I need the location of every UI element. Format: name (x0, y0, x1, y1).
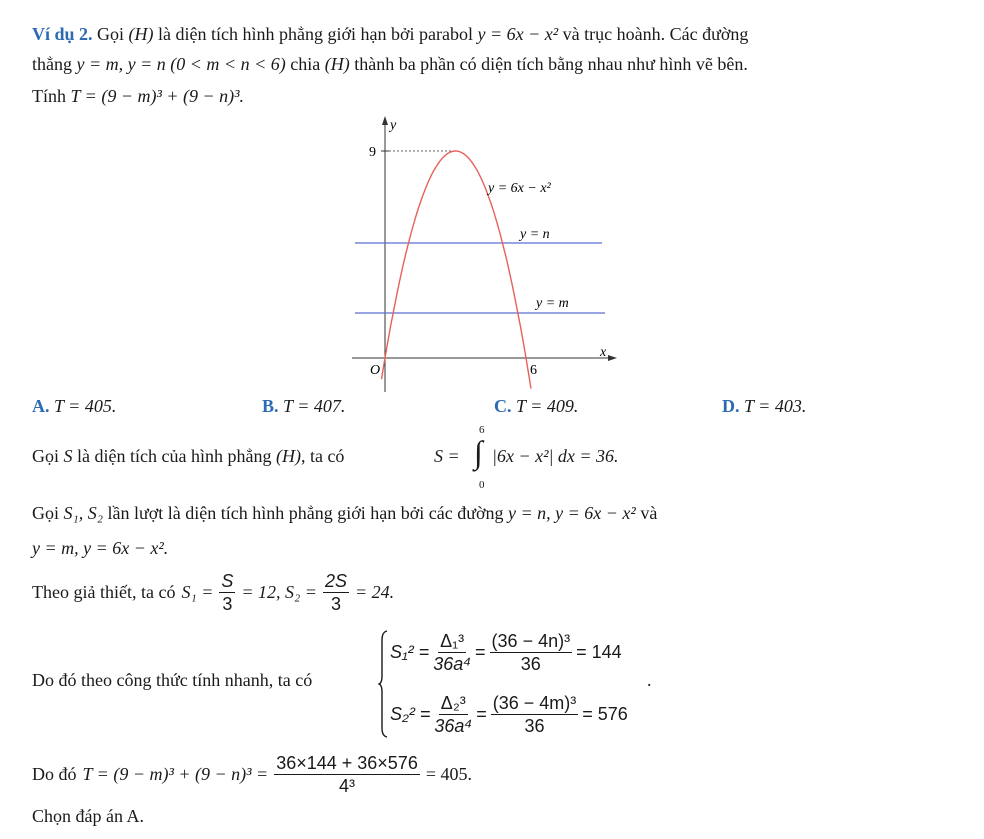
line-n-label: y = n (520, 227, 550, 242)
solution-line-3: y = m, y = 6x − x². (32, 538, 169, 558)
example-label: Ví dụ 2. (32, 24, 93, 44)
problem-line-1 (32, 24, 748, 45)
numerator: Δ₁³ (440, 630, 465, 651)
math-end: = 144 (576, 641, 622, 662)
math-condition: (0 < m < n < 6) (170, 54, 286, 74)
numerator: (36 − 4m)³ (492, 692, 577, 713)
answer-letter: C. (494, 396, 512, 416)
system-period: . (647, 670, 652, 690)
text: Theo giả thiết, ta có (32, 581, 176, 602)
math-T: T = (9 − m)³ + (9 − n)³ = (82, 763, 269, 784)
text: , ta có (300, 446, 345, 466)
text: lần lượt là diện tích hình phẳng giới hạn bởi các đường (107, 503, 504, 523)
answer-d[interactable] (722, 396, 806, 417)
text: và trục hoành. Các đường (562, 24, 749, 44)
denominator: 36a⁴ (434, 715, 473, 736)
origin-label: O (370, 363, 381, 378)
math-left: S₁² = (390, 641, 430, 662)
text: Gọi (32, 446, 59, 466)
math-end: = 576 (582, 703, 628, 724)
math-S1-S2: S₁, S₂ (63, 503, 104, 523)
solution-line-4 (32, 570, 394, 614)
problem-line-2 (32, 54, 748, 75)
fraction-delta (434, 693, 472, 736)
answer-letter: D. (722, 396, 740, 416)
fraction-2S-over-3 (323, 571, 349, 614)
text: và (640, 503, 658, 523)
math-S: S (63, 446, 73, 466)
math-end: = 405. (425, 763, 472, 784)
answer-c[interactable] (494, 396, 578, 417)
x-axis-label: x (600, 345, 607, 360)
fraction-result (274, 753, 420, 796)
math-S1: S₁ = (181, 581, 214, 602)
fraction-36-4n (490, 631, 573, 674)
system-equation-2 (390, 688, 628, 740)
solution-line-2 (32, 503, 657, 524)
integral-upper-limit: 6 (479, 424, 485, 436)
answer-letter: A. (32, 396, 50, 416)
numerator: 36×144 + 36×576 (276, 752, 418, 773)
answer-b[interactable] (262, 396, 345, 417)
fraction-S-over-3 (219, 571, 235, 614)
system-equation-1 (390, 626, 622, 678)
numerator: S (221, 570, 234, 591)
math-parabola: y = 6x − x² (477, 24, 559, 44)
math-end: = 24. (354, 581, 395, 602)
denominator: 3 (330, 593, 341, 614)
denominator: 36 (520, 653, 541, 674)
integral-lower-limit: 0 (479, 479, 485, 491)
text: thành ba phần có diện tích bằng nhau như hình vẽ bên. (354, 54, 748, 74)
answer-text: T = 407. (283, 396, 346, 416)
numerator: 2S (324, 570, 347, 591)
answer-a[interactable] (32, 396, 116, 417)
curve-label: y = 6x − x² (488, 181, 551, 196)
math-S-left: S = (434, 446, 460, 466)
x-axis-arrow (608, 355, 617, 361)
problem-line-3 (32, 86, 244, 107)
text: Gọi (97, 24, 125, 44)
parabola-figure (340, 112, 630, 397)
denominator: 4³ (339, 775, 356, 796)
text: là diện tích của hình phẳng (77, 446, 272, 466)
answer-letter: B. (262, 396, 279, 416)
text: Do đó (32, 763, 77, 784)
math-left: S₂² = (390, 703, 431, 724)
answer-text: T = 405. (54, 396, 117, 416)
y-axis-label: y (390, 118, 397, 133)
math-equations: y = n, y = 6x − x² (508, 503, 636, 523)
numerator: (36 − 4n)³ (491, 630, 571, 651)
text: thẳng (32, 54, 72, 74)
fraction-36-4m (491, 693, 579, 736)
equals: = (476, 703, 487, 724)
math-S-definition (434, 446, 460, 467)
y-axis-arrow (382, 116, 388, 125)
denominator: 36a⁴ (433, 653, 472, 674)
math-H: (H) (275, 446, 301, 466)
y-tick-label: 9 (369, 145, 376, 160)
answer-text: T = 403. (744, 396, 807, 416)
answer-text: T = 409. (516, 396, 579, 416)
fraction-delta (433, 631, 471, 674)
text: là diện tích hình phẳng giới hạn bởi parabol (158, 24, 473, 44)
math-mid: = 12, S₂ = (241, 581, 317, 602)
denominator: 36 (524, 715, 545, 736)
system-brace (378, 630, 388, 738)
equals: = (475, 641, 486, 662)
integral-body: |6x − x²| dx = 36. (492, 446, 619, 466)
conclusion: Chọn đáp án A. (32, 806, 144, 826)
solution-line-1 (32, 446, 344, 467)
math-T-expression: T = (9 − m)³ + (9 − n)³. (70, 86, 245, 106)
math-H: (H) (128, 24, 154, 44)
text: Tính (32, 86, 66, 106)
math-lines: y = m, y = n (76, 54, 166, 74)
numerator: Δ₂³ (440, 692, 466, 713)
text: chia (290, 54, 321, 74)
line-m-label: y = m (536, 296, 569, 311)
integral-sign: ∫ (474, 434, 483, 470)
solution-line-5: Do đó theo công thức tính nhanh, ta có (32, 670, 313, 690)
solution-line-6 (32, 748, 472, 800)
math-H: (H) (324, 54, 350, 74)
text: Gọi (32, 503, 59, 523)
denominator: 3 (222, 593, 233, 614)
x-tick-label: 6 (530, 363, 537, 378)
